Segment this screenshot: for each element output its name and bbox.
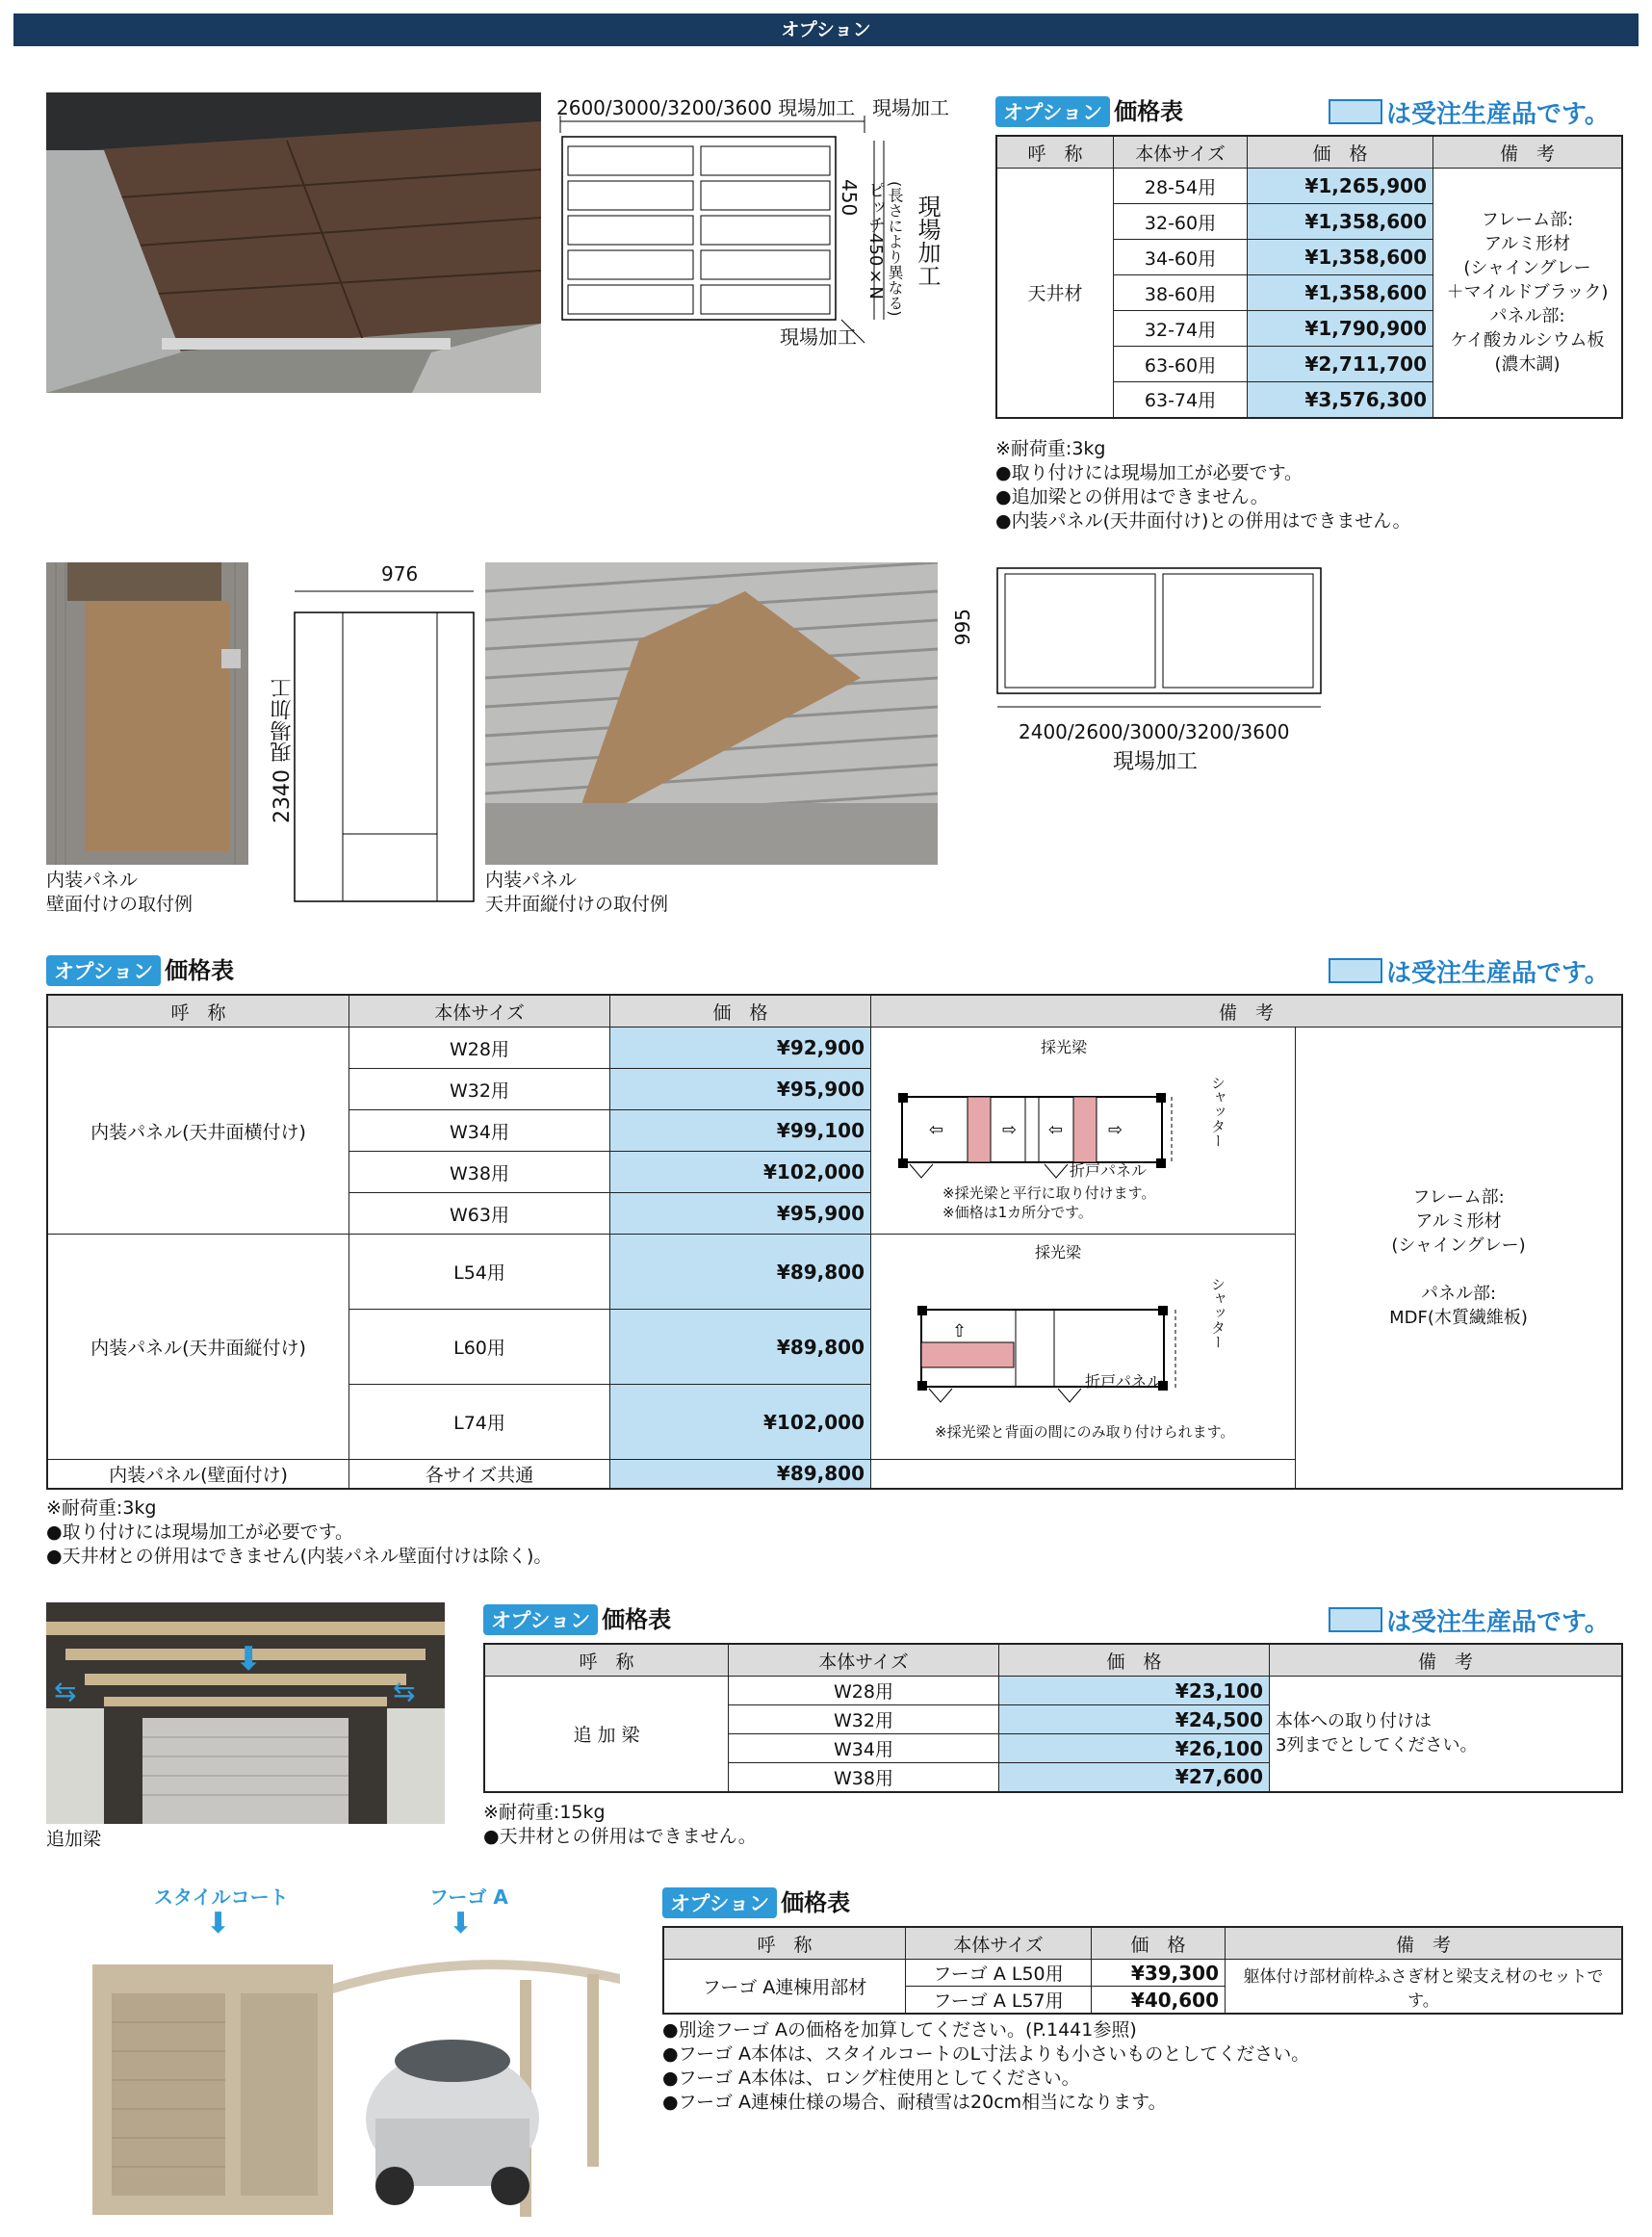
row-name-wall: 内装パネル(壁面付け) [47, 1460, 349, 1489]
col-remarks: 備 考 [1270, 1644, 1623, 1677]
dim-pitch-sub-label: (長さにより異なる) [886, 181, 904, 317]
row-name: 天井材 [996, 169, 1114, 418]
price-cell: ¥27,600 [999, 1763, 1270, 1792]
price-cell: ¥95,900 [610, 1193, 871, 1235]
made-to-order-legend-1 [1329, 94, 1610, 130]
price-cell: ¥102,000 [610, 1385, 871, 1460]
wall-panel-photo [46, 562, 248, 865]
carport-photo [87, 1945, 626, 2223]
notes-5: ●別途フーゴ Aの価格を加算してください。(P.1441参照) ●フーゴ A本体は、スタイルコートのL寸法よりも小さいものとしてください。 ●フーゴ A本体は、ロング柱使用としてください。 ●フーゴ A連棟仕様の場合、耐積雪は20cm相当になります。 [662, 2019, 1310, 2113]
size-cell: 28-54用 [1114, 169, 1248, 204]
additional-beam-photo [46, 1602, 445, 1824]
remarks-cell: 本体への取り付けは 3列までとしてください。 [1270, 1677, 1623, 1792]
price-cell: ¥2,711,700 [1248, 347, 1433, 382]
size-cell: 63-74用 [1114, 382, 1248, 418]
legend-text: は受注生産品です。 [1386, 100, 1610, 129]
size-cell: L60用 [349, 1310, 610, 1385]
col-price: 価 格 [610, 995, 871, 1027]
made-to-order-legend-3 [1329, 953, 1610, 989]
size-cell: W38用 [349, 1152, 610, 1193]
option-tag: オプション [662, 1887, 777, 1918]
size-cell: フーゴ A L50用 [906, 1960, 1092, 1987]
price-cell: ¥26,100 [999, 1734, 1270, 1763]
col-price: 価 格 [1248, 136, 1433, 169]
price-table-title: 価格表 [781, 1889, 851, 1916]
svg-text:⇆: ⇆ [54, 1676, 77, 1707]
dim-2340-label: 2340 現場加工 [271, 678, 295, 823]
fig-notes-2: ※採光梁と背面の間にのみ取り付けられます。 [935, 1423, 1235, 1441]
fugo-a-price-table [662, 1926, 1623, 2015]
price-cell: ¥102,000 [610, 1152, 871, 1193]
legend-text: は受注生産品です。 [1386, 1608, 1610, 1637]
col-remarks: 備 考 [1226, 1927, 1623, 1960]
price-cell: ¥39,300 [1092, 1960, 1226, 1987]
svg-text:⇨: ⇨ [1108, 1120, 1123, 1140]
size-cell: L54用 [349, 1235, 610, 1310]
vertical-figure-cell [871, 1235, 1296, 1460]
col-price: 価 格 [1092, 1927, 1226, 1960]
svg-text:⬇: ⬇ [235, 1640, 263, 1678]
fig-label-side-1: シャッター [1209, 1076, 1226, 1148]
price-cell: ¥40,600 [1092, 1987, 1226, 2015]
fig-label-top-2: 採光梁 [1035, 1243, 1082, 1262]
dim-976-label: 976 [381, 562, 419, 585]
size-cell: フーゴ A L57用 [906, 1987, 1092, 2015]
option-tag: オプション [483, 1604, 598, 1635]
legend-text: は受注生産品です。 [1386, 959, 1610, 988]
price-cell: ¥1,790,900 [1248, 311, 1433, 347]
ceiling-price-table [995, 135, 1623, 419]
additional-beam-caption: 追加梁 [46, 1829, 102, 1850]
row-name-horizontal: 内装パネル(天井面横付け) [47, 1027, 349, 1235]
price-cell: ¥1,358,600 [1248, 240, 1433, 275]
ceiling-dimension-diagram [556, 92, 970, 352]
dim-bottom-label-2: 現場加工 [1113, 750, 1199, 774]
size-cell: L74用 [349, 1385, 610, 1460]
fig-label-top-1: 採光梁 [1041, 1038, 1088, 1056]
fig-notes-1: ※採光梁と平行に取り付けます。 ※価格は1カ所分です。 [942, 1184, 1156, 1221]
label-fugo-a: フーゴ A [429, 1886, 508, 1909]
size-cell: W28用 [349, 1027, 610, 1069]
col-name: 呼 称 [47, 995, 349, 1027]
svg-text:⇨: ⇨ [1002, 1120, 1018, 1140]
size-cell: 34-60用 [1114, 240, 1248, 275]
price-title-3 [46, 951, 234, 986]
col-name: 呼 称 [663, 1927, 906, 1960]
price-table-title: 価格表 [602, 1606, 672, 1633]
horizontal-panel-figure [871, 1058, 1295, 1203]
price-table-title: 価格表 [165, 957, 235, 984]
price-cell: ¥89,800 [610, 1460, 871, 1489]
price-cell: ¥99,100 [610, 1110, 871, 1152]
size-cell: W38用 [729, 1763, 999, 1792]
size-cell: 32-74用 [1114, 311, 1248, 347]
size-cell: 63-60用 [1114, 347, 1248, 382]
option-tag: オプション [995, 96, 1110, 127]
notes-1: ※耐荷重:3kg ●取り付けには現場加工が必要です。 ●追加梁との併用はできません。 ●内装パネル(天井面付け)との併用はできません。 [995, 438, 1411, 532]
svg-text:⇆: ⇆ [393, 1676, 416, 1707]
row-name: フーゴ A連棟用部材 [663, 1960, 906, 2015]
notes-4: ※耐荷重:15kg ●天井材との併用はできません。 [483, 1802, 757, 1847]
made-to-order-legend-4 [1329, 1602, 1610, 1638]
col-remarks: 備 考 [1433, 136, 1623, 169]
dim-bottom-label: 現場加工 [780, 325, 857, 349]
price-title-5 [662, 1884, 850, 1918]
wall-panel-caption: 内装パネル 壁面付けの取付例 [46, 870, 194, 915]
svg-text:⇦: ⇦ [1048, 1120, 1064, 1140]
size-cell: W34用 [349, 1110, 610, 1152]
price-title-4 [483, 1600, 671, 1635]
price-table-title: 価格表 [1114, 98, 1184, 125]
dim-top-label: 2600/3000/3200/3600 現場加工 [556, 96, 856, 119]
page-header: オプション [13, 13, 1639, 46]
dim-bottom-label-1: 2400/2600/3000/3200/3600 [1019, 720, 1290, 743]
legend-swatch [1329, 99, 1382, 124]
size-cell: 各サイズ共通 [349, 1460, 610, 1489]
col-price: 価 格 [999, 1644, 1270, 1677]
price-cell: ¥89,800 [610, 1310, 871, 1385]
dim-right-top-label: 現場加工 [872, 96, 949, 119]
empty-cell [871, 1460, 1296, 1489]
row-name: 追 加 梁 [484, 1677, 729, 1792]
fig-label-bottom-1: 折戸パネル [1070, 1161, 1148, 1180]
size-cell: 38-60用 [1114, 275, 1248, 311]
size-cell: W34用 [729, 1734, 999, 1763]
fig-label-bottom-2: 折戸パネル [1085, 1372, 1163, 1391]
price-cell: ¥24,500 [999, 1705, 1270, 1734]
col-name: 呼 称 [996, 136, 1114, 169]
price-cell: ¥1,358,600 [1248, 204, 1433, 240]
ceiling-panel-photo [485, 562, 938, 865]
col-size: 本体サイズ [1114, 136, 1248, 169]
col-size: 本体サイズ [349, 995, 610, 1027]
price-cell: ¥3,576,300 [1248, 382, 1433, 418]
vertical-panel-figure [871, 1275, 1295, 1419]
dim-995-label: 995 [951, 609, 974, 646]
option-tag: オプション [46, 955, 161, 986]
svg-text:⇧: ⇧ [952, 1320, 968, 1341]
price-title-1 [995, 92, 1183, 127]
interior-panel-price-table [46, 994, 1623, 1490]
ceiling-material-photo [46, 92, 541, 393]
ceiling-photo-drawing [46, 92, 541, 393]
ceiling-panel-diagram [951, 562, 1336, 774]
horizontal-figure-cell [871, 1027, 1296, 1235]
label-style-court: スタイルコート [154, 1886, 289, 1909]
size-cell: W63用 [349, 1193, 610, 1235]
col-remarks: 備 考 [871, 995, 1623, 1027]
price-cell: ¥1,358,600 [1248, 275, 1433, 311]
arrow-down-icon: ⬇ [206, 1907, 231, 1940]
size-cell: W28用 [729, 1677, 999, 1705]
notes-3: ※耐荷重:3kg ●取り付けには現場加工が必要です。 ●天井材との併用はできません(内装パネル壁面付けは除く)。 [46, 1497, 553, 1567]
wall-panel-diagram [260, 562, 481, 919]
size-cell: 32-60用 [1114, 204, 1248, 240]
remarks-cell: フレーム部: アルミ形材 (シャイングレー ＋マイルドブラック) パネル部: ケイ酸カルシウム板 (濃木調) [1433, 169, 1623, 418]
price-cell: ¥1,265,900 [1248, 169, 1433, 204]
price-cell: ¥89,800 [610, 1235, 871, 1310]
ceiling-panel-caption: 内装パネル 天井面縦付けの取付例 [485, 870, 669, 915]
dim-pitch-label: ピッチ450×N [865, 181, 886, 299]
fig-label-side-2: シャッター [1209, 1277, 1226, 1349]
price-cell: ¥92,900 [610, 1027, 871, 1069]
additional-beam-price-table [483, 1643, 1623, 1793]
col-size: 本体サイズ [729, 1644, 999, 1677]
ceiling-panel-grid [556, 112, 970, 352]
arrow-down-icon: ⬇ [449, 1907, 474, 1940]
svg-text:⇦: ⇦ [929, 1120, 944, 1140]
row-name-vertical: 内装パネル(天井面縦付け) [47, 1235, 349, 1460]
legend-swatch [1329, 958, 1382, 983]
col-name: 呼 称 [484, 1644, 729, 1677]
remarks-cell: 躯体付け部材前枠ふさぎ材と梁支え材のセットです。 [1226, 1960, 1623, 2015]
dim-450-label: 450 [838, 179, 861, 217]
price-cell: ¥95,900 [610, 1069, 871, 1110]
legend-swatch [1329, 1607, 1382, 1632]
size-cell: W32用 [729, 1705, 999, 1734]
size-cell: W32用 [349, 1069, 610, 1110]
col-size: 本体サイズ [906, 1927, 1092, 1960]
dim-right-vertical-label: 現場加工 [914, 195, 941, 287]
price-cell: ¥23,100 [999, 1677, 1270, 1705]
interior-remarks-cell: フレーム部: アルミ形材 (シャイングレー) パネル部: MDF(木質繊維板) [1296, 1027, 1623, 1489]
